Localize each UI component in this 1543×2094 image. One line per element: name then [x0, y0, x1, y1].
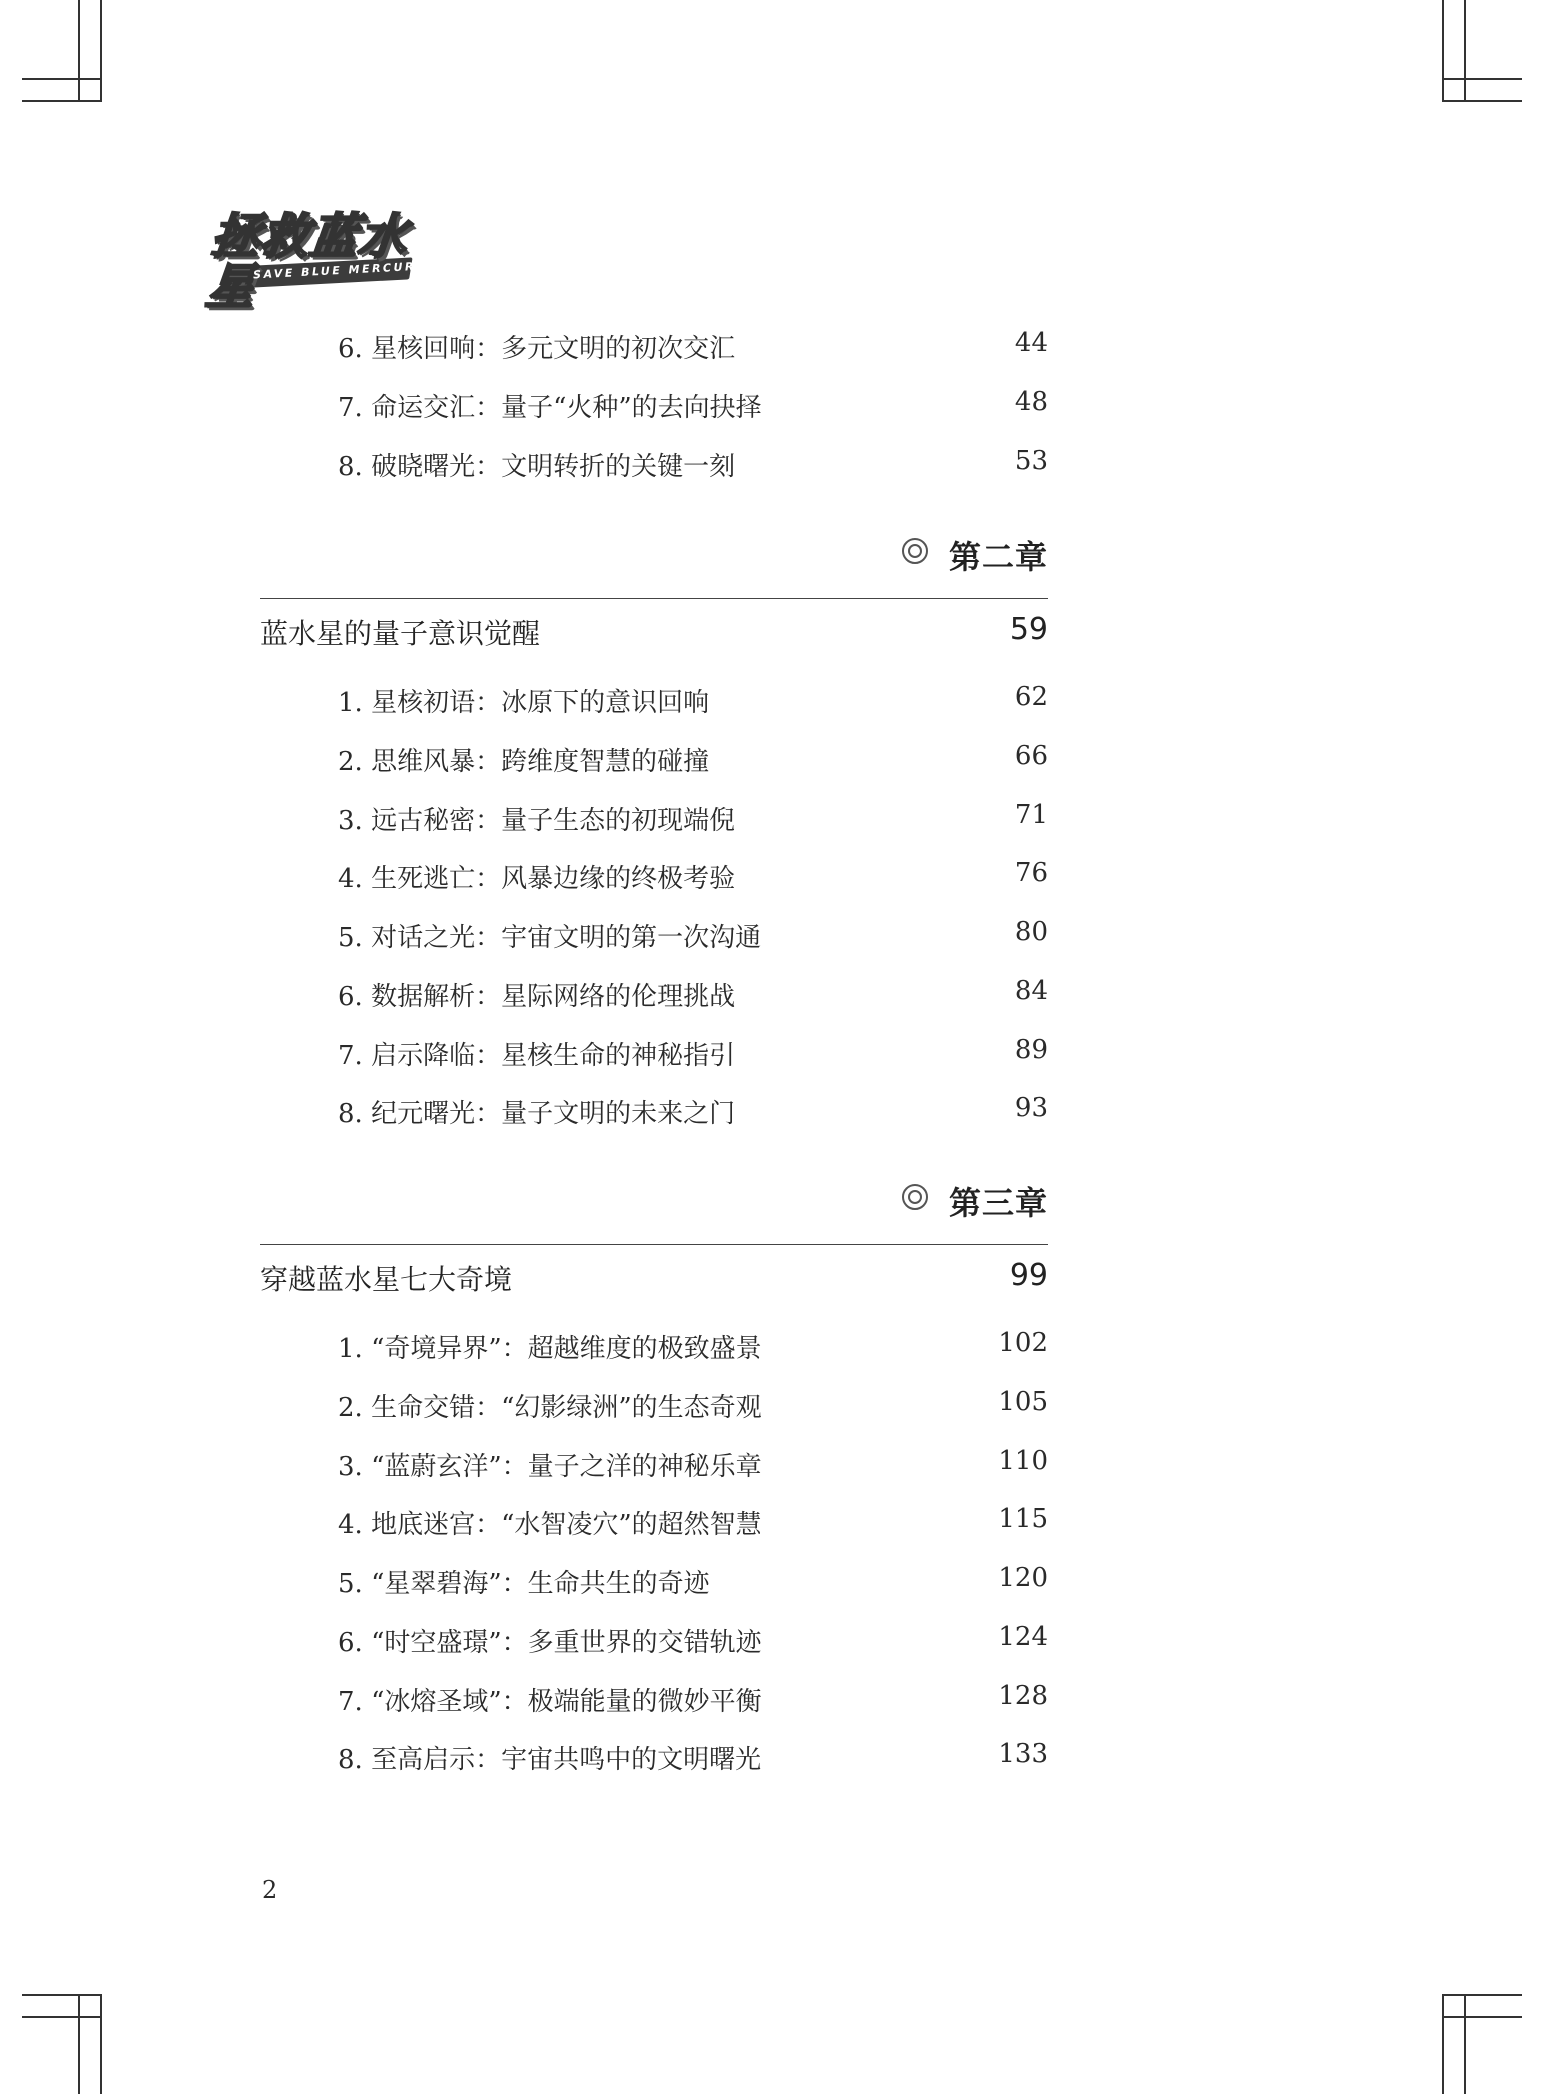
toc-entry-page: 48 — [1014, 387, 1048, 417]
toc-entry-page: 128 — [998, 1681, 1048, 1711]
chapter-page: 99 — [1009, 1258, 1048, 1293]
toc-entry-title: 8. 纪元曙光：量子文明的未来之门 — [338, 1099, 736, 1129]
toc-entry[interactable] — [338, 917, 1048, 957]
toc-entry[interactable] — [338, 1504, 1048, 1544]
toc-entry-title: 6. 星核回响：多元文明的初次交汇 — [338, 334, 736, 364]
page-number: 2 — [262, 1876, 278, 1904]
toc-entry-title: 6. 数据解析：星际网络的伦理挑战 — [338, 982, 736, 1012]
toc-entry-page: 62 — [1014, 682, 1048, 712]
toc-entry-title: 6. “时空盛璟”：多重世界的交错轨迹 — [338, 1628, 762, 1658]
toc-entry-title: 5. 对话之光：宇宙文明的第一次沟通 — [338, 923, 762, 953]
toc-entry-page: 53 — [1014, 446, 1048, 476]
toc-entry-page: 89 — [1014, 1035, 1048, 1065]
toc-entry-title: 2. 思维风暴：跨维度智慧的碰撞 — [338, 747, 710, 777]
toc-entry[interactable] — [338, 1739, 1048, 1779]
toc-entry-title: 2. 生命交错：“幻影绿洲”的生态奇观 — [338, 1393, 762, 1423]
toc-entry[interactable] — [338, 1387, 1048, 1427]
toc-entry[interactable] — [338, 682, 1048, 722]
toc-entry-title: 4. 地底迷宫：“水智凌穴”的超然智慧 — [338, 1510, 762, 1540]
toc-entry[interactable] — [338, 387, 1048, 427]
chapter-title-row[interactable] — [260, 1258, 1048, 1302]
toc-entry-page: 76 — [1014, 858, 1048, 888]
toc-entry-title: 3. “蓝蔚玄洋”：量子之洋的神秘乐章 — [338, 1452, 762, 1482]
toc-entry[interactable] — [338, 800, 1048, 840]
toc-entry-title: 7. “冰熔圣域”：极端能量的微妙平衡 — [338, 1687, 762, 1717]
chapter-heading — [260, 532, 1048, 599]
double-circle-icon — [902, 538, 928, 564]
toc-entry-page: 71 — [1014, 800, 1048, 830]
toc-entry-page: 84 — [1014, 976, 1048, 1006]
toc-entry-page: 66 — [1014, 741, 1048, 771]
toc-entry-page: 120 — [998, 1563, 1048, 1593]
toc-entry[interactable] — [338, 741, 1048, 781]
toc-entry-title: 8. 破晓曙光：文明转折的关键一刻 — [338, 452, 736, 482]
chapter-page: 59 — [1009, 612, 1048, 647]
toc-entry-title: 4. 生死逃亡：风暴边缘的终极考验 — [338, 864, 736, 894]
double-circle-icon — [902, 1184, 928, 1210]
toc-entry-page: 124 — [998, 1622, 1048, 1652]
toc-entry[interactable] — [338, 446, 1048, 486]
toc-entry-page: 133 — [998, 1739, 1048, 1769]
chapter-title: 蓝水星的量子意识觉醒 — [260, 617, 541, 650]
toc-entry-page: 110 — [998, 1446, 1048, 1476]
toc-entry[interactable] — [338, 1328, 1048, 1368]
toc-entry[interactable] — [338, 1622, 1048, 1662]
toc-entry-title: 7. 命运交汇：量子“火种”的去向抉择 — [338, 393, 762, 423]
book-logo — [203, 209, 435, 316]
toc-entry-page: 105 — [998, 1387, 1048, 1417]
toc-entry[interactable] — [338, 328, 1048, 368]
toc-entry-page: 102 — [998, 1328, 1048, 1358]
toc-entry-page: 115 — [998, 1504, 1048, 1534]
toc-entry-page: 80 — [1014, 917, 1048, 947]
toc-entry-title: 1. 星核初语：冰原下的意识回响 — [338, 688, 710, 718]
toc-entry-title: 7. 启示降临：星核生命的神秘指引 — [338, 1041, 736, 1071]
chapter-label: 第二章 — [948, 538, 1048, 576]
toc-entry[interactable] — [338, 1093, 1048, 1133]
toc-entry-page: 93 — [1014, 1093, 1048, 1123]
logo-title: 拯救蓝水星 — [203, 209, 411, 316]
chapter-title: 穿越蓝水星七大奇境 — [260, 1263, 513, 1296]
toc-entry[interactable] — [338, 1681, 1048, 1721]
chapter-heading — [260, 1178, 1048, 1245]
toc-entry-title: 5. “星翠碧海”：生命共生的奇迹 — [338, 1569, 710, 1599]
toc-entry[interactable] — [338, 858, 1048, 898]
toc-entry[interactable] — [338, 1563, 1048, 1603]
chapter-title-row[interactable] — [260, 612, 1048, 656]
toc-entry-title: 1. “奇境异界”：超越维度的极致盛景 — [338, 1334, 762, 1364]
toc-entry-page: 44 — [1014, 328, 1048, 358]
toc-entry-title: 3. 远古秘密：量子生态的初现端倪 — [338, 806, 736, 836]
chapter-label: 第三章 — [948, 1184, 1048, 1222]
toc-entry[interactable] — [338, 1446, 1048, 1486]
toc-entry-title: 8. 至高启示：宇宙共鸣中的文明曙光 — [338, 1745, 762, 1775]
toc-entry[interactable] — [338, 976, 1048, 1016]
logo-subtitle: SAVE BLUE MERCURY — [252, 259, 426, 282]
toc-entry[interactable] — [338, 1035, 1048, 1075]
